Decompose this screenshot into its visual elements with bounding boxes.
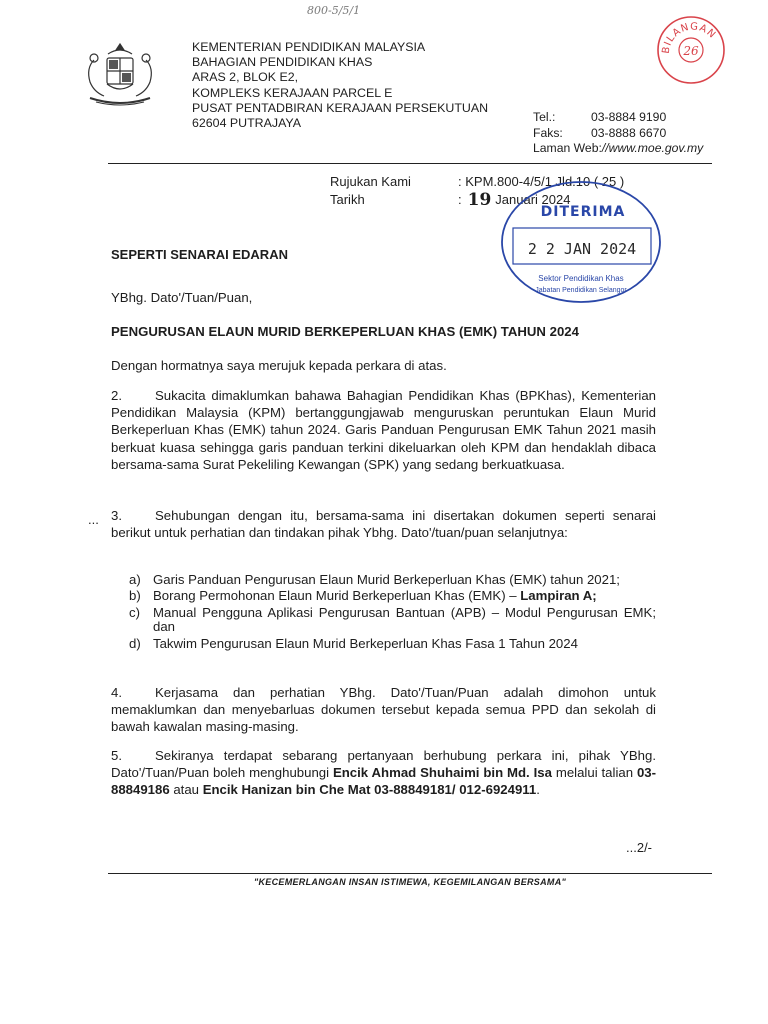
- address-line: PUSAT PENTADBIRAN KERAJAAN PERSEKUTUAN: [192, 100, 489, 115]
- paragraph-text: Sehubungan dengan itu, bersama-sama ini disertakan dokumen seperti senarai berikut untuk perhatian dan tindakan pihak Ybhg. Dato'/tuan/puan selanjutnya:: [111, 508, 656, 541]
- recipient: SEPERTI SENARAI EDARAN: [111, 247, 288, 262]
- bilangan-label: BILANGAN: [660, 21, 718, 55]
- letter-subject: PENGURUSAN ELAUN MURID BERKEPERLUAN KHAS (EMK) TAHUN 2024: [111, 324, 579, 339]
- list-text: Borang Permohonan Elaun Murid Berkeperluan Khas (EMK) –: [153, 588, 521, 604]
- paragraph-text: melalui talian: [551, 765, 637, 781]
- address-line: KOMPLEKS KERAJAAN PARCEL E: [192, 85, 393, 100]
- list-letter: c): [129, 604, 140, 620]
- web-label: Laman Web:: [533, 141, 602, 156]
- list-text: Garis Panduan Pengurusan Elaun Murid Berkeperluan Khas (EMK) tahun 2021;: [153, 572, 620, 587]
- received-stamp: [500, 180, 662, 305]
- paragraph-text: Sekiranya terdapat sebarang pertanyaan berhubung perkara ini, pihak YBhg. Dato'/Tuan/Puan boleh menghubungi: [111, 748, 656, 781]
- list-text-bold: Lampiran A;: [520, 588, 597, 604]
- paragraph-4: [111, 684, 656, 736]
- list-letter: b): [129, 588, 141, 604]
- paragraph-number: 3.: [111, 508, 122, 523]
- address-line: ARAS 2, BLOK E2,: [192, 70, 299, 85]
- footer-divider: [108, 873, 712, 874]
- paragraph-text: .: [536, 782, 540, 798]
- paragraph-text: Sukacita dimaklumkan bahawa Bahagian Pendidikan Khas (BPKhas), Kementerian Pendidikan Malaysia (KPM) bertanggungjawab menguruskan peruntukan Elaun Murid Berkeperluan Khas (EMK) tahun 2024. Garis Panduan Pengurusan EMK Tahun 2021 masih berkuat kuasa sehingga garis panduan terkini dikeluarkan oleh KPM dan hendaklah dibaca bersama-sama Surat Pekeliling Kewangan (SPK) yang sedang berkuatkuasa.: [111, 388, 656, 472]
- paragraph-number: 5.: [111, 748, 122, 763]
- address-line: BAHAGIAN PENDIDIKAN KHAS: [192, 55, 373, 70]
- list-item: [129, 606, 656, 635]
- contact-person-1: Encik Ahmad Shuhaimi bin Md. Isa: [332, 765, 552, 781]
- fax-label: Faks:: [533, 125, 563, 140]
- paragraph-1: Dengan hormatnya saya merujuk kepada perkara di atas.: [111, 358, 447, 373]
- address-line: KEMENTERIAN PENDIDIKAN MALAYSIA: [192, 40, 426, 54]
- margin-mark: ...: [88, 512, 99, 527]
- ministry-address: [192, 40, 488, 131]
- contact-person-2: Encik Hanizan bin Che Mat 03-88849181/ 012-6924911: [202, 782, 537, 798]
- paragraph-5: [111, 747, 656, 799]
- received-title: DITERIMA: [540, 204, 626, 220]
- list-letter: d): [129, 635, 141, 651]
- list-text: Manual Pengguna Aplikasi Pengurusan Bantuan (APB) – Modul Pengurusan EMK; dan: [153, 604, 656, 635]
- list-text: Takwim Pengurusan Elaun Murid Berkeperluan Khas Fasa 1 Tahun 2024: [153, 635, 578, 651]
- ref-value: : KPM.800-4/5/1 Jld.10 ( 25 ): [458, 174, 625, 189]
- list-item: [129, 573, 656, 587]
- header-divider: [108, 163, 712, 164]
- bilangan-number: 26: [683, 44, 699, 58]
- address-line: 62604 PUTRAJAYA: [192, 116, 302, 131]
- list-item: [129, 637, 656, 651]
- web-value[interactable]: //www.moe.gov.my: [601, 141, 704, 156]
- bilangan-stamp: [655, 14, 727, 86]
- footer-motto: "KECEMERLANGAN INSAN ISTIMEWA, KEGEMILANGAN BERSAMA": [253, 877, 567, 887]
- paragraph-2: [111, 387, 656, 473]
- contact-details: [533, 110, 703, 157]
- received-line2: Jabatan Pendidikan Selangor: [535, 287, 627, 294]
- salutation: YBhg. Dato'/Tuan/Puan,: [111, 290, 253, 305]
- paragraph-3: [111, 507, 656, 541]
- received-line1: Sektor Pendidikan Khas: [538, 274, 624, 283]
- tel-label: Tel.:: [533, 110, 556, 124]
- date-rest: Januari 2024: [495, 192, 571, 207]
- list-item: [129, 589, 656, 603]
- paragraph-text: atau: [169, 782, 203, 798]
- tel-value: 03-8884 9190: [591, 110, 667, 124]
- received-date: 2 2 JAN 2024: [527, 240, 637, 258]
- date-label: Tarikh: [330, 192, 365, 207]
- date-colon: :: [458, 192, 462, 207]
- fax-value: 03-8888 6670: [591, 125, 667, 140]
- paragraph-number: 4.: [111, 685, 122, 700]
- page-continuation: ...2/-: [626, 840, 653, 855]
- list-letter: a): [129, 572, 141, 587]
- date-day: 19: [467, 190, 492, 210]
- contact-phone-1: 03-88849186: [111, 765, 656, 798]
- handwritten-file-number: 800-5/5/1: [307, 4, 361, 17]
- coat-of-arms-icon: [80, 40, 160, 114]
- document-list: [129, 573, 656, 653]
- ref-label: Rujukan Kami: [330, 174, 411, 189]
- paragraph-text: Kerjasama dan perhatian YBhg. Dato'/Tuan/Puan adalah dimohon untuk memaklumkan dan menyebarluas dokumen tersebut kepada semua PPD dan sekolah di bawah kawalan masing-masing.: [111, 685, 656, 735]
- paragraph-number: 2.: [111, 388, 122, 403]
